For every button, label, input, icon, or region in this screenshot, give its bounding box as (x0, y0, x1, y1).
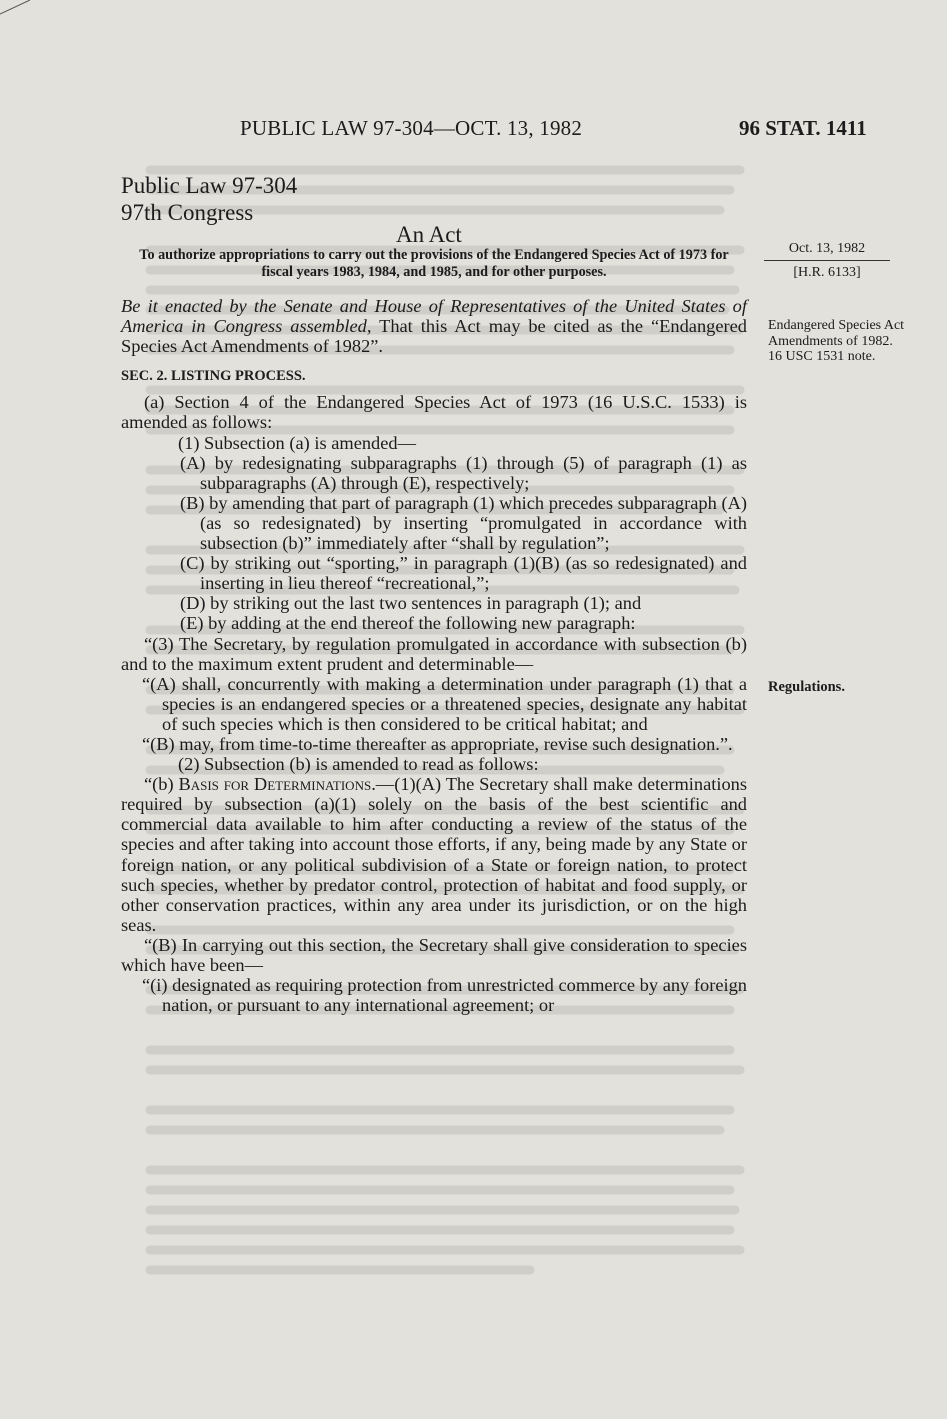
section-heading: SEC. 2. LISTING PROCESS. (121, 368, 306, 385)
subparagraph-E: (E) by adding at the end thereof the following new paragraph: (180, 613, 636, 634)
subparagraph-B: (B) by amending that part of paragraph (1) which precedes subparagraph (A) (as so redesignated) by inserting “promulgated in accordance with subsection (b)” immediately after “shall by regulation”; (180, 492, 747, 554)
new-paragraph-3B: “(B) may, from time-to-time thereafter as appropriate, revise such designation.”. (142, 733, 733, 754)
act-heading: An Act (396, 222, 462, 247)
enacting-clause (121, 296, 747, 356)
running-header-title: PUBLIC LAW 97-304—OCT. 13, 1982 (240, 116, 583, 140)
margin-short-title-note (768, 318, 908, 365)
paragraph-1: (1) Subsection (a) is amended— (178, 432, 416, 453)
margin-bill-number: [H.R. 6133] (793, 264, 861, 280)
subsection-b-B-i: “(i) designated as requiring protection from unrestricted commerce by any foreign nation, or pursuant to any international agreement; or (142, 975, 747, 1016)
public-law-number: Public Law 97-304 (121, 173, 298, 198)
margin-date: Oct. 13, 1982 (788, 241, 866, 256)
margin-rule (764, 260, 890, 261)
new-paragraph-3A: “(A) shall, concurrently with making a determination under paragraph (1) that a species is an endangered species or a threatened species, designate any habitat of such species which is then considered to be critical habitat; and (142, 673, 747, 734)
statute-page-number: 96 STAT. 1411 (739, 116, 867, 140)
scan-corner-mark (0, 0, 40, 20)
title-block (121, 172, 297, 226)
subparagraph-C: (C) by striking out “sporting,” in paragraph (1)(B) (as so redesignated) and inserting in lieu thereof “recreational,”; (180, 553, 747, 594)
purpose-clause: To authorize appropriations to carry out the provisions of the Endangered Species Act of 1973 for fiscal years 1983, 1984, and 1985, and for other purposes. (139, 247, 729, 280)
statute-body (121, 296, 747, 1015)
margin-regulations-note: Regulations. (768, 679, 845, 695)
enacting-clause-italic: Be it enacted by the Senate and House of Representatives of the United States of America in Congress assembled, (121, 296, 747, 337)
subsection-b-text: .—(1)(A) The Secretary shall make determinations required by subsection (a)(1) solely on the basis of the best scientific and commercial data available to him after conducting a review of the status of the species and after taking into account those efforts, if any, being made by any State or foreign nation, or any political subdivision of a State or foreign nation, to protect such species, whether by predator control, protection of habitat and food supply, or other conservation practices, within any area under its jurisdiction, or on the high seas. (121, 774, 747, 935)
congress-number: 97th Congress (121, 200, 254, 225)
paragraph-2: (2) Subsection (b) is amended to read as follows: (178, 754, 539, 775)
subsection-b (121, 774, 747, 935)
margin-usc-citation: 16 USC 1531 note. (768, 349, 876, 365)
paragraph-a: (a) Section 4 of the Endangered Species Act of 1973 (16 U.S.C. 1533) is amended as follows: (121, 392, 747, 433)
subparagraph-D: (D) by striking out the last two sentences in paragraph (1); and (180, 593, 642, 614)
enacting-clause-short-title: That this Act may be cited as the “Endangered Species Act Amendments of 1982”. (121, 316, 747, 357)
subsection-b-caption: Basis for Determinations (178, 774, 372, 795)
subsection-b-B: “(B) In carrying out this section, the Secretary shall give consideration to species which have been— (121, 934, 747, 975)
subsection-b-lead: “(b) (144, 774, 179, 795)
new-paragraph-3: “(3) The Secretary, by regulation promulgated in accordance with subsection (b) and to the maximum extent prudent and determinable— (121, 633, 747, 674)
margin-short-title: Endangered Species Act Amendments of 1982. (768, 318, 905, 349)
margin-enactment-date (764, 241, 890, 280)
subparagraph-A: (A) by redesignating subparagraphs (1) through (5) of paragraph (1) as subparagraphs (A) through (E), respectively; (180, 452, 747, 493)
